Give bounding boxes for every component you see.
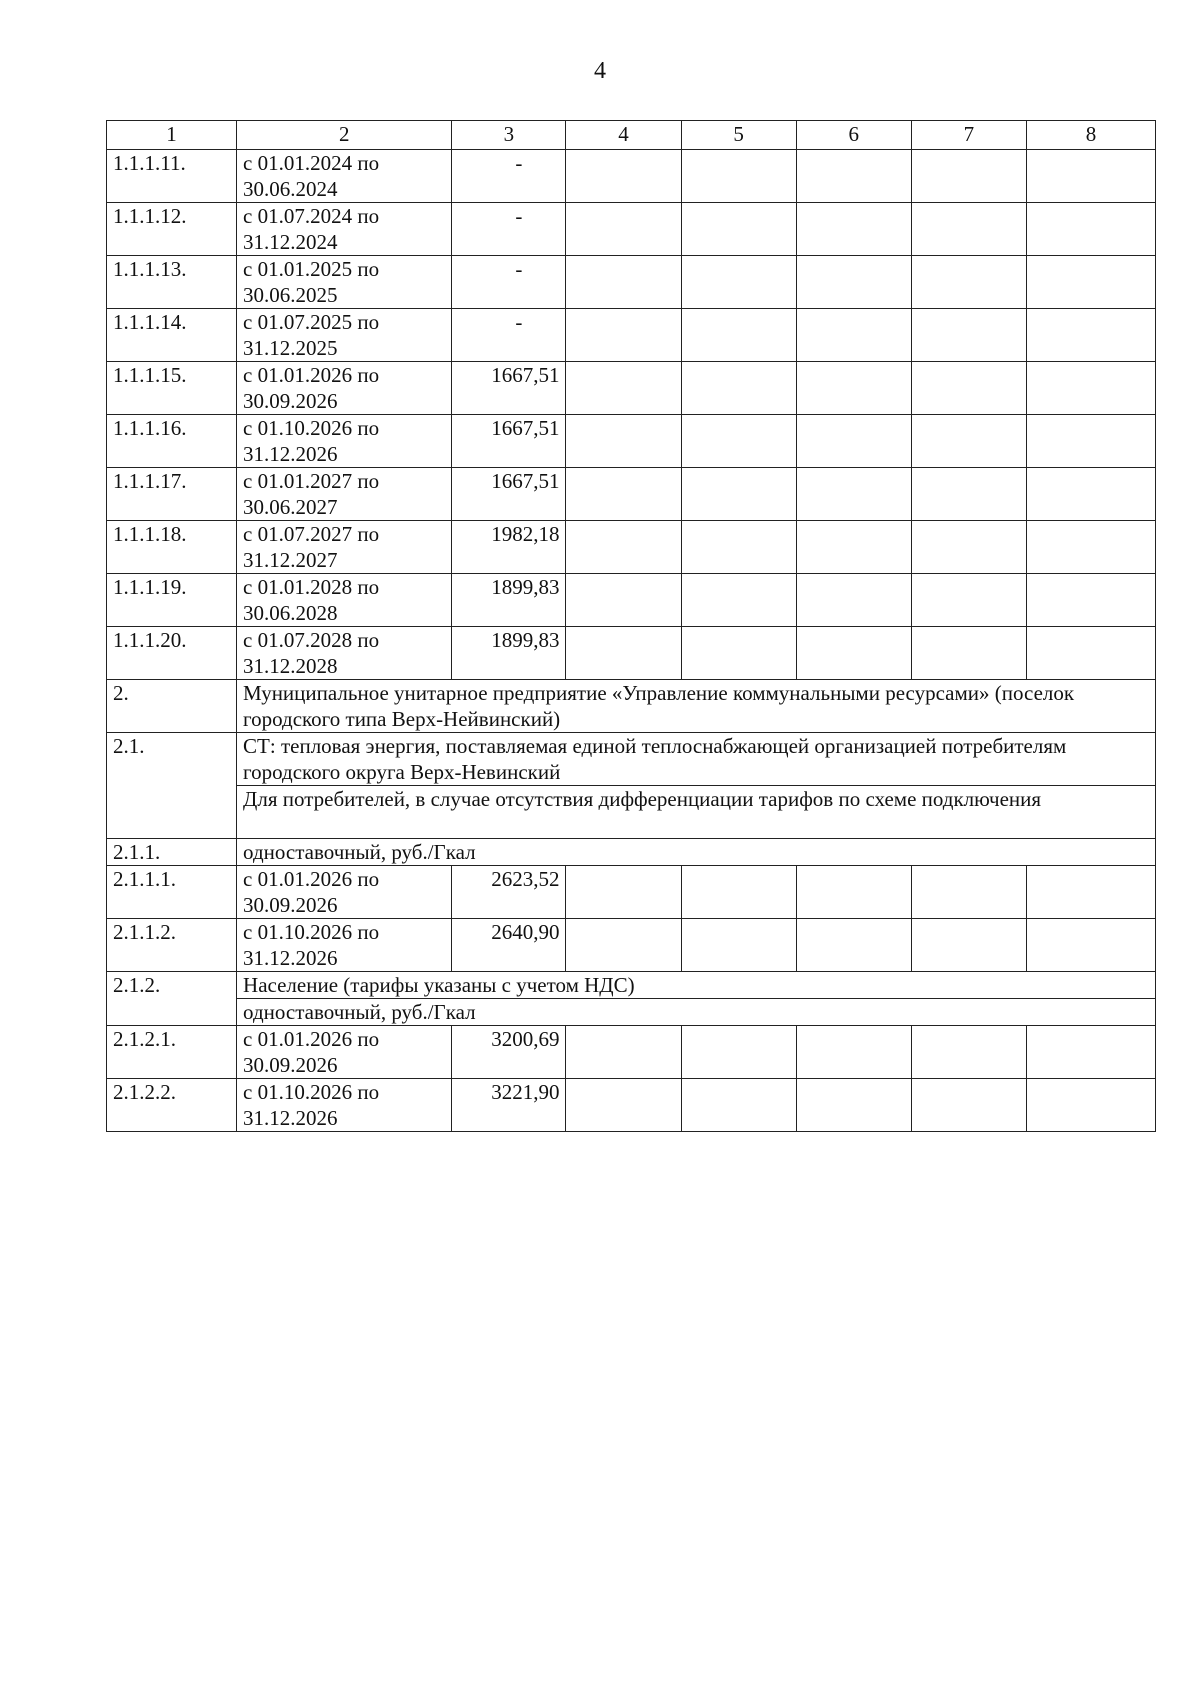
empty-cell (1026, 415, 1155, 468)
tariff-value (452, 256, 566, 309)
column-header: 1 (107, 121, 237, 150)
table-row (107, 866, 1156, 919)
period-cell: с 01.01.2024 по 30.06.2024 (237, 150, 452, 203)
table-row (107, 521, 1156, 574)
tariff-value: 3221,90 (452, 1079, 566, 1132)
tariff-dash: - (515, 204, 523, 228)
table-header-row (107, 121, 1156, 150)
period-cell: с 01.10.2026 по 31.12.2026 (237, 415, 452, 468)
empty-cell (1026, 919, 1155, 972)
table-row (107, 468, 1156, 521)
empty-cell (566, 627, 681, 680)
tariff-dash: - (515, 310, 523, 334)
empty-cell (681, 150, 796, 203)
organization-name: Муниципальное унитарное предприятие «Управление коммунальными ресурсами» (поселок городского типа Верх-Нейвинский) (237, 680, 1156, 733)
empty-cell (911, 150, 1026, 203)
section-row-population (107, 972, 1156, 999)
empty-cell (681, 1079, 796, 1132)
empty-cell (1026, 362, 1155, 415)
table-row (107, 1079, 1156, 1132)
section-row-organization (107, 680, 1156, 733)
column-header: 4 (566, 121, 681, 150)
row-number: 1.1.1.17. (107, 468, 237, 521)
tariff-value: 1899,83 (452, 574, 566, 627)
period-cell: с 01.07.2028 по 31.12.2028 (237, 627, 452, 680)
row-number: 1.1.1.15. (107, 362, 237, 415)
empty-cell (681, 256, 796, 309)
empty-cell (796, 203, 911, 256)
table-row (107, 627, 1156, 680)
empty-cell (911, 919, 1026, 972)
empty-cell (566, 203, 681, 256)
empty-cell (911, 256, 1026, 309)
empty-cell (566, 309, 681, 362)
tariff-dash: - (515, 257, 523, 281)
empty-cell (796, 256, 911, 309)
section-row-service (107, 733, 1156, 786)
empty-cell (566, 1026, 681, 1079)
empty-cell (566, 919, 681, 972)
row-number: 2. (107, 680, 237, 733)
empty-cell (681, 362, 796, 415)
column-header: 8 (1026, 121, 1155, 150)
section-row-rate-type (107, 839, 1156, 866)
table-row (107, 309, 1156, 362)
empty-cell (911, 468, 1026, 521)
rate-type-label: одноставочный, руб./Гкал (237, 999, 1156, 1026)
section-row-consumers (107, 786, 1156, 839)
period-cell: с 01.01.2026 по 30.09.2026 (237, 866, 452, 919)
page-number: 4 (594, 58, 606, 84)
period-cell: с 01.07.2027 по 31.12.2027 (237, 521, 452, 574)
tariff-value: 1667,51 (452, 468, 566, 521)
empty-cell (566, 1079, 681, 1132)
row-number: 2.1.1.2. (107, 919, 237, 972)
tariff-table (106, 120, 1156, 1132)
empty-cell (1026, 866, 1155, 919)
empty-cell (796, 919, 911, 972)
consumer-description: Для потребителей, в случае отсутствия дифференциации тарифов по схеме подключения (237, 786, 1156, 839)
period-cell: с 01.10.2026 по 31.12.2026 (237, 1079, 452, 1132)
empty-cell (911, 362, 1026, 415)
period-cell: с 01.01.2025 по 30.06.2025 (237, 256, 452, 309)
table-row (107, 362, 1156, 415)
period-cell: с 01.07.2024 по 31.12.2024 (237, 203, 452, 256)
row-number: 1.1.1.14. (107, 309, 237, 362)
empty-cell (681, 919, 796, 972)
empty-cell (796, 468, 911, 521)
empty-cell (566, 415, 681, 468)
tariff-value: 1667,51 (452, 415, 566, 468)
table-row (107, 256, 1156, 309)
empty-cell (796, 574, 911, 627)
tariff-value: 2640,90 (452, 919, 566, 972)
empty-cell (796, 627, 911, 680)
empty-cell (911, 521, 1026, 574)
period-cell: с 01.01.2026 по 30.09.2026 (237, 362, 452, 415)
period-cell: с 01.10.2026 по 31.12.2026 (237, 919, 452, 972)
empty-cell (681, 521, 796, 574)
empty-cell (681, 1026, 796, 1079)
empty-cell (1026, 256, 1155, 309)
row-number: 1.1.1.13. (107, 256, 237, 309)
empty-cell (1026, 309, 1155, 362)
empty-cell (681, 574, 796, 627)
empty-cell (1026, 468, 1155, 521)
service-description: СТ: тепловая энергия, поставляемая единой теплоснабжающей организацией потребителям городского округа Верх-Невинский (237, 733, 1156, 786)
column-header: 2 (237, 121, 452, 150)
row-number: 1.1.1.20. (107, 627, 237, 680)
table-row (107, 574, 1156, 627)
tariff-value: 1982,18 (452, 521, 566, 574)
row-number: 2.1.2. (107, 972, 237, 1026)
empty-cell (681, 203, 796, 256)
tariff-value: 2623,52 (452, 866, 566, 919)
tariff-value (452, 150, 566, 203)
empty-cell (1026, 150, 1155, 203)
row-number: 1.1.1.19. (107, 574, 237, 627)
row-number: 2.1.1. (107, 839, 237, 866)
tariff-value: 1899,83 (452, 627, 566, 680)
empty-cell (1026, 1026, 1155, 1079)
empty-cell (1026, 627, 1155, 680)
empty-cell (796, 866, 911, 919)
empty-cell (911, 203, 1026, 256)
table-row (107, 415, 1156, 468)
period-cell: с 01.01.2028 по 30.06.2028 (237, 574, 452, 627)
row-number: 1.1.1.16. (107, 415, 237, 468)
empty-cell (681, 627, 796, 680)
row-number: 1.1.1.12. (107, 203, 237, 256)
table-row (107, 203, 1156, 256)
empty-cell (1026, 1079, 1155, 1132)
empty-cell (566, 866, 681, 919)
empty-cell (681, 468, 796, 521)
empty-cell (796, 1079, 911, 1132)
table-row (107, 919, 1156, 972)
empty-cell (911, 866, 1026, 919)
table-row (107, 1026, 1156, 1079)
section-row-rate-type (107, 999, 1156, 1026)
empty-cell (796, 362, 911, 415)
tariff-value: 1667,51 (452, 362, 566, 415)
column-header: 5 (681, 121, 796, 150)
empty-cell (681, 866, 796, 919)
empty-cell (566, 521, 681, 574)
tariff-value (452, 203, 566, 256)
empty-cell (681, 415, 796, 468)
table-row (107, 150, 1156, 203)
empty-cell (911, 415, 1026, 468)
row-number: 2.1.1.1. (107, 866, 237, 919)
period-cell: с 01.01.2027 по 30.06.2027 (237, 468, 452, 521)
empty-cell (566, 574, 681, 627)
period-cell: с 01.07.2025 по 31.12.2025 (237, 309, 452, 362)
empty-cell (681, 309, 796, 362)
row-number: 2.1. (107, 733, 237, 839)
column-header: 7 (911, 121, 1026, 150)
empty-cell (566, 468, 681, 521)
column-header: 3 (452, 121, 566, 150)
column-header: 6 (796, 121, 911, 150)
empty-cell (566, 256, 681, 309)
row-number: 1.1.1.11. (107, 150, 237, 203)
population-label: Население (тарифы указаны с учетом НДС) (237, 972, 1156, 999)
row-number: 2.1.2.2. (107, 1079, 237, 1132)
empty-cell (911, 627, 1026, 680)
tariff-value: 3200,69 (452, 1026, 566, 1079)
empty-cell (911, 309, 1026, 362)
tariff-dash: - (515, 151, 523, 175)
empty-cell (911, 1079, 1026, 1132)
tariff-value (452, 309, 566, 362)
empty-cell (911, 574, 1026, 627)
empty-cell (1026, 203, 1155, 256)
empty-cell (566, 362, 681, 415)
row-number: 1.1.1.18. (107, 521, 237, 574)
empty-cell (566, 150, 681, 203)
empty-cell (1026, 574, 1155, 627)
empty-cell (796, 415, 911, 468)
empty-cell (796, 521, 911, 574)
period-cell: с 01.01.2026 по 30.09.2026 (237, 1026, 452, 1079)
empty-cell (796, 150, 911, 203)
empty-cell (1026, 521, 1155, 574)
empty-cell (796, 1026, 911, 1079)
empty-cell (796, 309, 911, 362)
rate-type-label: одноставочный, руб./Гкал (237, 839, 1156, 866)
empty-cell (911, 1026, 1026, 1079)
row-number: 2.1.2.1. (107, 1026, 237, 1079)
